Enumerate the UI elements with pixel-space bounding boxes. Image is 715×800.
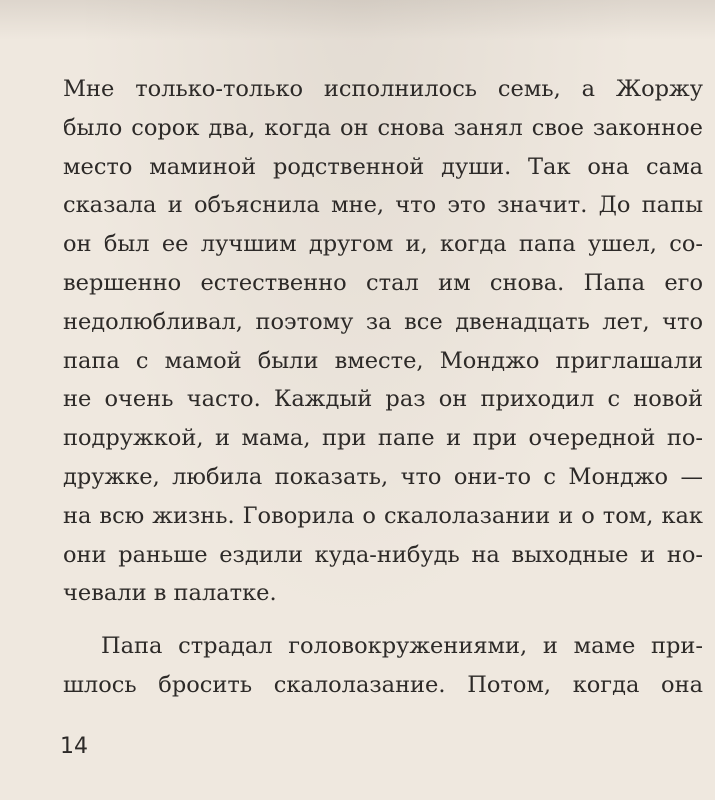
text-line: подружкой, и мама, при папе и при очередной по- [63, 425, 703, 452]
paragraph-1 [63, 70, 703, 613]
text-line: они раньше ездили куда-нибудь на выходные и но- [63, 541, 703, 568]
text-line: место маминой родственной души. Так она сама [63, 153, 703, 180]
top-edge-shadow [0, 0, 715, 40]
text-line: папа с мамой были вместе, Монджо приглашали [63, 347, 703, 374]
paragraph-gap [63, 613, 703, 627]
paragraph-2 [63, 627, 703, 705]
text-line: было сорок два, когда он снова занял свое законное [63, 114, 703, 141]
text-line: дружке, любила показать, что они-то с Монджо — [63, 463, 703, 490]
page-number: 14 [60, 734, 88, 759]
text-line: на всю жизнь. Говорила о скалолазании и о том, как [63, 502, 703, 529]
text-line: недолюбливал, поэтому за все двенадцать лет, что [63, 308, 703, 335]
text-line: Папа страдал головокружениями, и маме при- [101, 633, 703, 660]
text-line: чевали в палатке. [63, 580, 277, 607]
text-line: Мне только-только исполнилось семь, а Жоржу [63, 76, 703, 102]
text-line: сказала и объяснила мне, что это значит. До папы [63, 192, 703, 219]
text-line: он был ее лучшим другом и, когда папа ушел, со- [63, 231, 703, 258]
text-line: шлось бросить скалолазание. Потом, когда она [63, 671, 703, 698]
body-text [63, 70, 703, 705]
text-line: вершенно естественно стал им снова. Папа его [63, 269, 703, 296]
text-line: не очень часто. Каждый раз он приходил с новой [63, 386, 703, 413]
